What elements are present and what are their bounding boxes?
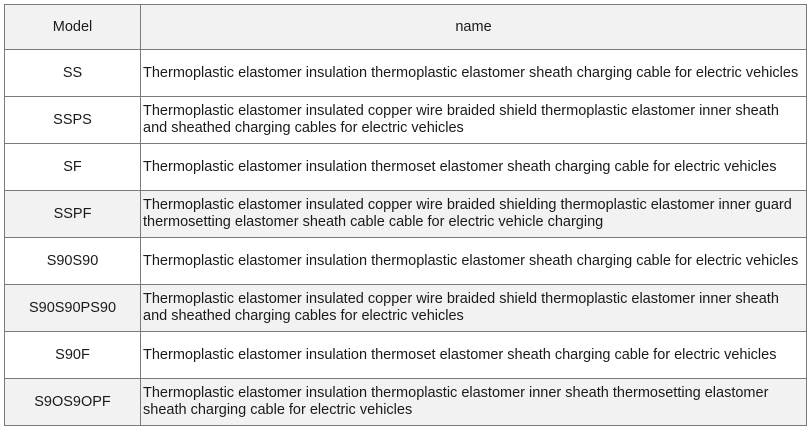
- cable-model-table-container: [4, 4, 806, 426]
- model-cell: S90S90: [5, 238, 141, 285]
- name-cell: Thermoplastic elastomer insulated copper wire braided shield thermoplastic elastomer inner sheath and sheathed charging cables for electric vehicles: [141, 97, 807, 144]
- table-row: [5, 238, 807, 285]
- table-row: [5, 144, 807, 191]
- name-cell: Thermoplastic elastomer insulation thermoset elastomer sheath charging cable for electric vehicles: [141, 144, 807, 191]
- table-row: [5, 332, 807, 379]
- table-row: [5, 50, 807, 97]
- model-cell: SS: [5, 50, 141, 97]
- table-row: [5, 285, 807, 332]
- name-cell: Thermoplastic elastomer insulation thermoplastic elastomer sheath charging cable for electric vehicles: [141, 50, 807, 97]
- table-row: [5, 191, 807, 238]
- model-cell: S90S90PS90: [5, 285, 141, 332]
- name-cell: Thermoplastic elastomer insulation thermoplastic elastomer inner sheath thermosetting elastomer sheath charging cable for electric vehicles: [141, 379, 807, 426]
- model-cell: SSPF: [5, 191, 141, 238]
- model-cell: SF: [5, 144, 141, 191]
- header-name: name: [141, 5, 807, 50]
- name-cell: Thermoplastic elastomer insulation thermoset elastomer sheath charging cable for electric vehicles: [141, 332, 807, 379]
- name-cell: Thermoplastic elastomer insulated copper wire braided shielding thermoplastic elastomer inner guard thermosetting elastomer sheath cable cable for electric vehicle charging: [141, 191, 807, 238]
- model-cell: S90F: [5, 332, 141, 379]
- name-cell: Thermoplastic elastomer insulation thermoplastic elastomer sheath charging cable for electric vehicles: [141, 238, 807, 285]
- table-header-row: [5, 5, 807, 50]
- cable-model-table: [4, 4, 807, 426]
- model-cell: S9OS9OPF: [5, 379, 141, 426]
- table-row: [5, 379, 807, 426]
- table-row: [5, 97, 807, 144]
- name-cell: Thermoplastic elastomer insulated copper wire braided shield thermoplastic elastomer inner sheath and sheathed charging cables for electric vehicles: [141, 285, 807, 332]
- model-cell: SSPS: [5, 97, 141, 144]
- header-model: Model: [5, 5, 141, 50]
